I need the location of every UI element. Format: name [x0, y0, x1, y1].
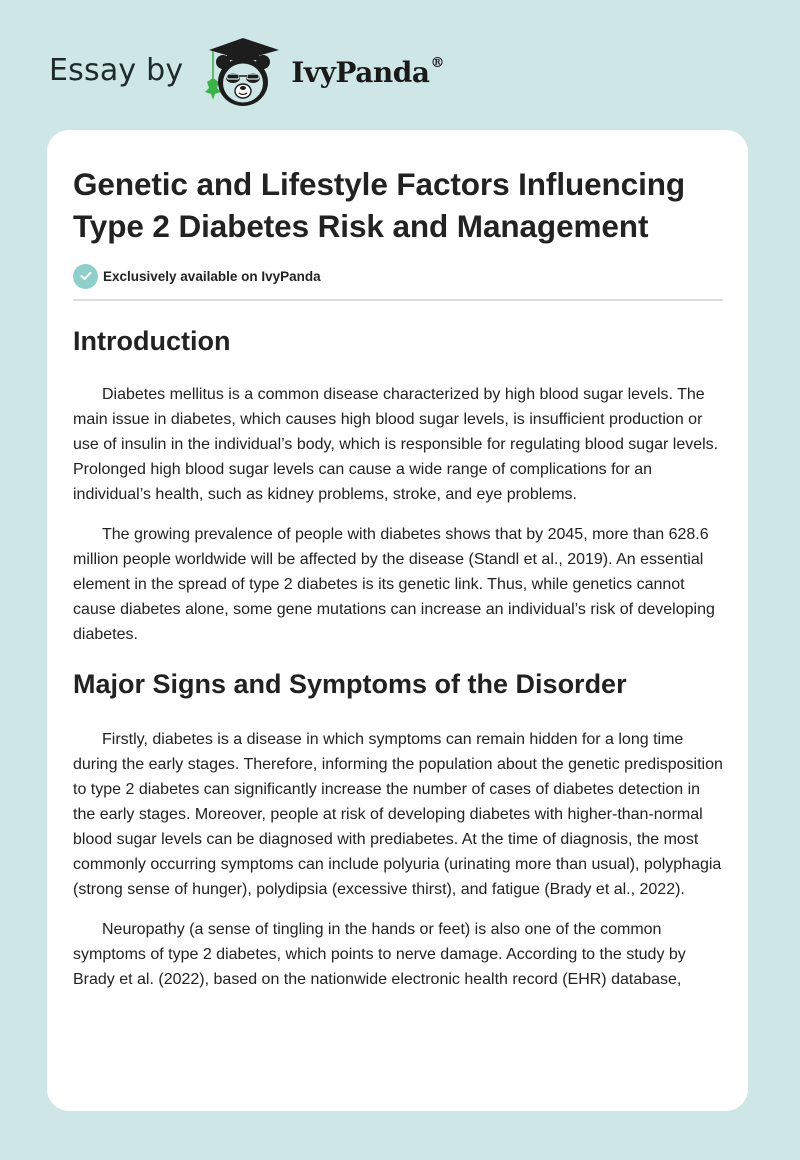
panda-graduation-cap-icon[interactable] — [199, 36, 287, 112]
exclusive-badge — [73, 263, 725, 289]
section-heading-major-signs: Major Signs and Symptoms of the Disorder — [73, 669, 627, 699]
check-circle-icon — [73, 264, 98, 289]
paragraph: Neuropathy (a sense of tingling in the hands or feet) is also one of the common symptoms of type 2 diabetes, which points to nerve damage. According to the study by Brady et al. (2022), based on the nationwide electronic health record (EHR) database, — [73, 921, 686, 988]
registered-mark: ® — [430, 55, 444, 72]
essay-content — [73, 163, 725, 992]
exclusive-label: Exclusively available on IvyPanda — [103, 268, 321, 284]
title-divider — [73, 299, 723, 301]
brand-name: IvyPanda — [291, 55, 430, 89]
ivypanda-wordmark[interactable] — [291, 56, 444, 89]
essay-title: Genetic and Lifestyle Factors Influencing Type 2 Diabetes Risk and Management — [73, 166, 686, 244]
paragraph: The growing prevalence of people with diabetes shows that by 2045, more than 628.6 million people worldwide will be affected by the disease (Standl et al., 2019). An essential element in the spread of type 2 diabetes is its genetic link. Thus, while genetics cannot cause diabetes alone, some gene mutations can increase an individual’s risk of developing diabetes. — [73, 526, 715, 643]
brand-header — [49, 36, 444, 112]
section-heading-introduction: Introduction — [73, 326, 231, 356]
paragraph: Diabetes mellitus is a common disease characterized by high blood sugar levels. The main issue in diabetes, which causes high blood sugar levels, is insufficient production or use of insulin in the individual’s body, which is responsible for regulating blood sugar levels. Prolonged high blood sugar levels can cause a wide range of complications for an individual’s health, such as kidney problems, stroke, and eye problems. — [73, 386, 719, 503]
essay-card — [47, 130, 748, 1111]
paragraph: Firstly, diabetes is a disease in which symptoms can remain hidden for a long time during the early stages. Therefore, informing the population about the genetic predisposition to type 2 diabetes can significantly increase the number of cases of diabetes detection in the early stages. Moreover, people at risk of developing diabetes with higher-than-normal blood sugar levels can be diagnosed with prediabetes. At the time of diagnosis, the most commonly occurring symptoms can include polyuria (urinating more than usual), polyphagia (strong sense of hunger), polydipsia (excessive thirst), and fatigue (Brady et al., 2022). — [73, 731, 723, 898]
essay-by-label: Essay by — [49, 52, 184, 88]
